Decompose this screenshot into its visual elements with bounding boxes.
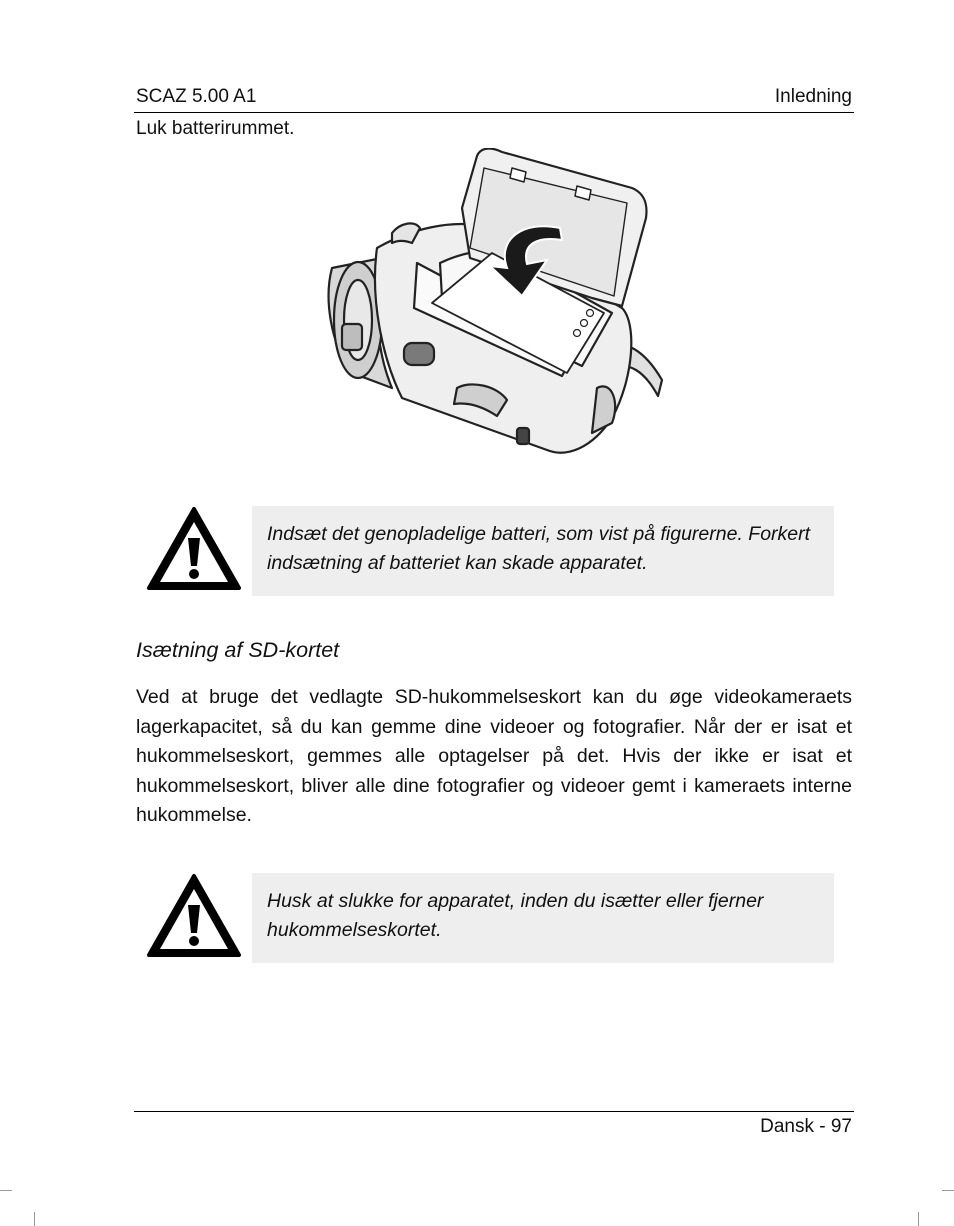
warning-text: Indsæt det genopladelige batteri, som vist på figurerne. Forkert indsætning af batteriet kan skade apparatet. <box>267 523 811 574</box>
footer-page-label: Dansk - 97 <box>760 1116 852 1137</box>
warning-text: Husk at slukke for apparatet, inden du isætter eller fjerner hukommelseskortet. <box>267 890 764 941</box>
warning-triangle-icon <box>146 873 242 959</box>
warning-triangle-icon <box>146 506 242 592</box>
header-model: SCAZ 5.00 A1 <box>136 86 257 107</box>
crop-mark <box>34 1212 35 1226</box>
header-section: Inledning <box>774 86 852 107</box>
camcorder-battery-door-icon <box>322 148 667 463</box>
section-heading: Isætning af SD-kortet <box>136 638 340 662</box>
body-paragraph: Ved at bruge det vedlagte SD-hukommelseskort kan du øge videokameraets lagerkapacitet, så du kan gemme dine videoer og fotografier. Når der er isat et hukommelseskort, gemmes alle optagelser på det. Hvis der ikke er isat et hukommelseskort, bliver alle dine fotografier og videoer gemt i kameraets interne hukommelse. <box>136 686 852 826</box>
header-rule <box>134 112 854 113</box>
crop-mark <box>942 1190 954 1191</box>
warning-box <box>252 506 834 596</box>
crop-mark <box>918 1212 919 1226</box>
crop-mark <box>0 1190 12 1191</box>
footer-rule <box>134 1111 854 1112</box>
camcorder-illustration <box>322 148 667 463</box>
warning-box <box>252 873 834 963</box>
warning-note-battery <box>136 506 836 598</box>
warning-note-sdcard <box>136 873 836 965</box>
step-text: Luk batterirummet. <box>136 118 295 139</box>
